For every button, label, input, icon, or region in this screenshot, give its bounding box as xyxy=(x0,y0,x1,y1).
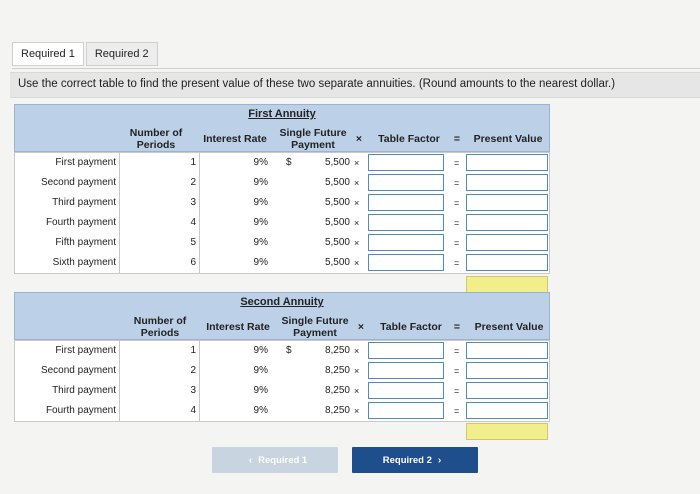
row-dollar: $ xyxy=(286,345,292,356)
present-value-input[interactable] xyxy=(466,254,548,271)
times-sign: × xyxy=(354,258,360,268)
table-factor-input[interactable] xyxy=(368,402,444,419)
row-label: First payment xyxy=(55,157,116,168)
row-rate: 9% xyxy=(253,177,268,188)
tab-required-2[interactable]: Required 2 xyxy=(86,42,158,66)
table-row xyxy=(14,361,550,381)
row-amount: 8,250 xyxy=(324,365,350,376)
table-row xyxy=(14,341,550,361)
equals-sign: = xyxy=(454,346,460,356)
table-row xyxy=(14,193,550,213)
times-sign: × xyxy=(354,386,360,396)
row-label: Second payment xyxy=(40,365,116,376)
row-amount: 5,500 xyxy=(324,257,350,268)
row-label: Fourth payment xyxy=(45,405,116,416)
times-sign: × xyxy=(354,158,360,168)
chevron-left-icon: ‹ xyxy=(248,454,253,466)
table-factor-input[interactable] xyxy=(368,214,444,231)
row-label: First payment xyxy=(55,345,116,356)
header-times: × xyxy=(355,133,363,145)
equals-sign: = xyxy=(454,158,460,168)
equals-sign: = xyxy=(454,218,460,228)
header-equals: = xyxy=(453,321,461,333)
row-label: Fifth payment xyxy=(55,237,116,248)
row-label: Third payment xyxy=(52,197,116,208)
row-periods: 3 xyxy=(190,197,196,208)
prev-required-button[interactable] xyxy=(212,447,338,473)
table-row xyxy=(14,233,550,253)
present-value-input[interactable] xyxy=(466,342,548,359)
table-factor-input[interactable] xyxy=(368,194,444,211)
times-sign: × xyxy=(354,218,360,228)
row-periods: 1 xyxy=(190,157,196,168)
prev-button-label: Required 1 xyxy=(258,454,308,466)
header-rate: Interest Rate xyxy=(203,133,267,145)
instruction-text: Use the correct table to find the present value of these two separate annuities. (Round amounts to the nearest dollar.) xyxy=(18,78,616,90)
row-periods: 5 xyxy=(190,237,196,248)
row-rate: 9% xyxy=(253,237,268,248)
header-future-payment: Single Future Payment xyxy=(279,127,347,151)
present-value-input[interactable] xyxy=(466,234,548,251)
first-annuity-table xyxy=(14,104,550,296)
tab-required-1[interactable]: Required 1 xyxy=(12,42,84,66)
row-amount: 8,250 xyxy=(324,405,350,416)
header-periods: Number of Periods xyxy=(129,127,183,151)
row-rate: 9% xyxy=(253,217,268,228)
table-factor-input[interactable] xyxy=(368,154,444,171)
times-sign: × xyxy=(354,406,360,416)
header-present-value: Present Value xyxy=(474,321,544,333)
table-row xyxy=(14,173,550,193)
present-value-input[interactable] xyxy=(466,382,548,399)
second-annuity-total-input[interactable] xyxy=(466,423,548,440)
first-annuity-header xyxy=(14,104,550,152)
table-factor-input[interactable] xyxy=(368,174,444,191)
row-periods: 2 xyxy=(190,365,196,376)
row-rate: 9% xyxy=(253,405,268,416)
table-row xyxy=(14,381,550,401)
row-label: Third payment xyxy=(52,385,116,396)
header-present-value: Present Value xyxy=(473,133,543,145)
row-amount: 8,250 xyxy=(324,345,350,356)
second-annuity-title: Second Annuity xyxy=(240,296,324,308)
row-label: Fourth payment xyxy=(45,217,116,228)
times-sign: × xyxy=(354,238,360,248)
equals-sign: = xyxy=(454,406,460,416)
row-rate: 9% xyxy=(253,197,268,208)
times-sign: × xyxy=(354,198,360,208)
header-future-payment: Single Future Payment xyxy=(281,315,349,339)
next-required-button[interactable] xyxy=(352,447,478,473)
row-periods: 4 xyxy=(190,405,196,416)
row-amount: 5,500 xyxy=(324,177,350,188)
equals-sign: = xyxy=(454,198,460,208)
present-value-input[interactable] xyxy=(466,154,548,171)
times-sign: × xyxy=(354,178,360,188)
row-dollar: $ xyxy=(286,157,292,168)
table-factor-input[interactable] xyxy=(368,254,444,271)
table-factor-input[interactable] xyxy=(368,362,444,379)
row-periods: 6 xyxy=(190,257,196,268)
tab-bar xyxy=(12,42,160,66)
header-equals: = xyxy=(453,133,461,145)
present-value-input[interactable] xyxy=(466,214,548,231)
present-value-input[interactable] xyxy=(466,362,548,379)
present-value-input[interactable] xyxy=(466,174,548,191)
header-rate: Interest Rate xyxy=(206,321,270,333)
equals-sign: = xyxy=(454,258,460,268)
row-rate: 9% xyxy=(253,257,268,268)
row-rate: 9% xyxy=(253,385,268,396)
times-sign: × xyxy=(354,346,360,356)
second-annuity-table xyxy=(14,292,550,442)
equals-sign: = xyxy=(454,238,460,248)
row-rate: 9% xyxy=(253,157,268,168)
table-factor-input[interactable] xyxy=(368,234,444,251)
first-annuity-total-input[interactable] xyxy=(466,276,548,293)
present-value-input[interactable] xyxy=(466,402,548,419)
row-amount: 5,500 xyxy=(324,237,350,248)
row-periods: 4 xyxy=(190,217,196,228)
row-periods: 2 xyxy=(190,177,196,188)
table-row xyxy=(14,213,550,233)
table-row xyxy=(14,401,550,421)
second-annuity-header xyxy=(14,292,550,340)
table-row xyxy=(14,153,550,173)
row-amount: 8,250 xyxy=(324,385,350,396)
row-amount: 5,500 xyxy=(324,157,350,168)
table-factor-input[interactable] xyxy=(368,382,444,399)
row-amount: 5,500 xyxy=(324,197,350,208)
row-amount: 5,500 xyxy=(324,217,350,228)
present-value-input[interactable] xyxy=(466,194,548,211)
table-row xyxy=(14,253,550,273)
row-rate: 9% xyxy=(253,345,268,356)
header-times: × xyxy=(357,321,365,333)
chevron-right-icon: › xyxy=(437,454,442,466)
header-table-factor: Table Factor xyxy=(380,321,442,333)
first-annuity-title: First Annuity xyxy=(248,108,316,120)
row-label: Second payment xyxy=(40,177,116,188)
header-periods: Number of Periods xyxy=(133,315,187,339)
row-periods: 3 xyxy=(190,385,196,396)
row-periods: 1 xyxy=(190,345,196,356)
row-label: Sixth payment xyxy=(52,257,116,268)
times-sign: × xyxy=(354,366,360,376)
equals-sign: = xyxy=(454,366,460,376)
row-rate: 9% xyxy=(253,365,268,376)
equals-sign: = xyxy=(454,178,460,188)
equals-sign: = xyxy=(454,386,460,396)
next-button-label: Required 2 xyxy=(382,454,432,466)
table-factor-input[interactable] xyxy=(368,342,444,359)
tab-divider xyxy=(12,68,700,69)
header-table-factor: Table Factor xyxy=(378,133,440,145)
